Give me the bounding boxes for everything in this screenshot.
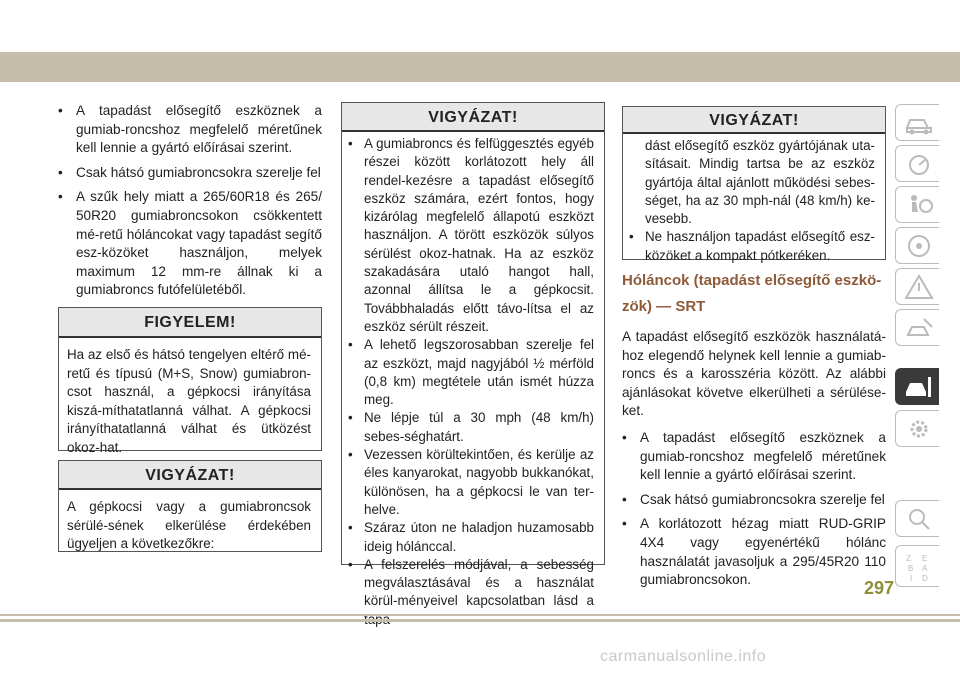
list-item: • Vezessen körültekintően, és kerülje az éles kanyarokat, nagyobb bukkanókat, különösen, ha a gépkocsi le van ter-helve. bbox=[348, 447, 594, 517]
footer-rule bbox=[0, 614, 960, 616]
dashboard-lights-icon bbox=[904, 151, 934, 177]
list-item: • Ne lépje túl a 30 mph (48 km/h) sebes-séghatárt. bbox=[348, 410, 594, 444]
alphabet-index-icon bbox=[904, 551, 934, 583]
svg-text:D: D bbox=[922, 574, 928, 583]
side-tab-tools[interactable] bbox=[895, 309, 939, 346]
vigyazat-box-right bbox=[622, 106, 886, 263]
side-tab-safety[interactable] bbox=[895, 186, 939, 223]
vigyazat-title: VIGYÁZAT! bbox=[59, 461, 321, 490]
vigyazat-body bbox=[623, 134, 885, 273]
vigyazat-body bbox=[342, 132, 604, 637]
list-item: • Csak hátsó gumiabroncsokra szerelje fel bbox=[58, 164, 321, 180]
list-item: • A gumiabroncs és felfüggesztés egyéb részei között korlátozott hely áll rendel-kezésre a tapadást elősegítő eszköz számára, ezért fontos, hogy kizárólag megfelelő állapotú eszközt használjon. A törött eszközök súlyos sérülést okoz-hatnak. Ha az eszköz szakadására utaló hangot hall, azonnal állítsa le a gépkocsit. Továbbhaladás előtt távo-lítsa el az eszköz sérült részeit. bbox=[348, 136, 594, 334]
list-item: • Száraz úton ne haladjon huzamosabb ideig hólánccal. bbox=[348, 520, 594, 554]
list-item: • A felszerelés módjával, a sebesség megválasztásával és a használat körül-ményeivel kapcsolatban lásd a bbox=[348, 556, 594, 609]
page-number: 297 bbox=[864, 578, 895, 598]
side-tab-index[interactable] bbox=[895, 545, 939, 587]
list-item: • A tapadást elősegítő eszköznek a gumiab-roncshoz megfelelő méretűnek kell lennie a gyártó előírásai szerint. bbox=[622, 429, 886, 483]
list-item: • Ne használjon tapadást elősegítő esz-közöket a kompakt pótkeréken. bbox=[629, 229, 875, 263]
figyelem-box bbox=[58, 307, 322, 455]
continued-text: dást elősegítő eszköz gyártójának uta-sításait. Mindig tartsa be az eszköz gyártója által ajánlott működési sebes-séget, ha az 30 mph-nál (48 km/h) ke-vesebb. bbox=[645, 138, 875, 227]
svg-text:Z: Z bbox=[906, 554, 911, 563]
side-tab-dashboard[interactable] bbox=[895, 145, 939, 182]
list-item: • A tapadást elősegítő eszköznek a gumiab-roncshoz megfelelő méretűnek kell lennie a gyártó előírásai szerint. bbox=[58, 103, 322, 156]
vigyazat-box-left bbox=[58, 460, 322, 552]
vigyazat-title: VIGYÁZAT! bbox=[623, 107, 885, 134]
vigyazat-text: A gépkocsi vagy a gumiabroncsok sérülé-sének elkerülése érdekében ügyeljen a következőkre: bbox=[67, 499, 311, 552]
section-heading: Hóláncok (tapadást elősegítő eszkö-zök) — SRT bbox=[622, 272, 882, 315]
side-tab-car-info[interactable] bbox=[895, 104, 939, 141]
svg-text:I: I bbox=[910, 574, 913, 583]
svg-text:B: B bbox=[908, 564, 914, 573]
list-item: • Csak hátsó gumiabroncsokra szerelje fel bbox=[622, 491, 885, 507]
side-tab-starting[interactable] bbox=[895, 227, 939, 264]
airbag-safety-icon bbox=[904, 192, 934, 218]
column-left bbox=[58, 102, 322, 306]
vigyazat-title: VIGYÁZAT! bbox=[342, 103, 604, 132]
side-tab-specifications[interactable] bbox=[895, 410, 939, 447]
search-icon bbox=[904, 506, 934, 532]
figyelem-text: Ha az első és hátsó tengelyen eltérő mé-retű és típusú (M+S, Snow) gumiabron-csot használ, a gépkocsi irányítása kiszá-míthatatlanná válhat. A gépkocsi irányíthatatlanná válhat és ütközést okoz-hat. bbox=[67, 347, 311, 455]
side-tab-maintenance[interactable] bbox=[895, 368, 939, 405]
watermark: carmanualsonline.info bbox=[600, 648, 767, 665]
intro-paragraph: A tapadást elősegítő eszközök használatá-hoz elegendő helynek kell lennie a gumiab-roncs és a karosszéria között. Az alábbi ajánlásokat követve elkerülheti a sérülése-ket. bbox=[622, 329, 886, 419]
warning-triangle-icon bbox=[904, 274, 934, 300]
column-right bbox=[622, 268, 886, 596]
side-tab-emergency[interactable] bbox=[895, 268, 939, 305]
gear-wrench-icon bbox=[904, 374, 934, 400]
car-service-tools-icon bbox=[904, 315, 934, 341]
footer-rule bbox=[0, 619, 960, 622]
steering-wheel-icon bbox=[904, 233, 934, 259]
svg-text:A: A bbox=[922, 564, 928, 573]
vigyazat-box-middle bbox=[341, 102, 605, 609]
car-info-icon bbox=[904, 110, 934, 136]
list-item: • A szűk hely miatt a 265/60R18 és 265/ 50R20 gumiabroncsokon csökkentett mé-retű hóláncokat vagy tapadást segítő esz-közöket használjon, melyek maximum 12 mm-re állnak ki a gumiabroncs futófelületéből. bbox=[58, 189, 322, 298]
list-item: • A lehető legszorosabban szerelje fel az eszközt, majd nagyjából ½ mérföld (0,8 km) megtétele után ismét húzza meg. bbox=[348, 337, 594, 408]
header-band bbox=[0, 52, 960, 82]
figyelem-title: FIGYELEM! bbox=[59, 308, 321, 338]
svg-text:E: E bbox=[922, 554, 928, 563]
list-item: • A korlátozott hézag miatt RUD-GRIP 4X4 vagy egyenértékű hólánc használatát javasoljuk a 295/45R20 110 gumiabroncsokon. bbox=[622, 516, 886, 588]
specifications-gear-icon bbox=[904, 416, 934, 442]
side-tab-search[interactable] bbox=[895, 500, 939, 537]
